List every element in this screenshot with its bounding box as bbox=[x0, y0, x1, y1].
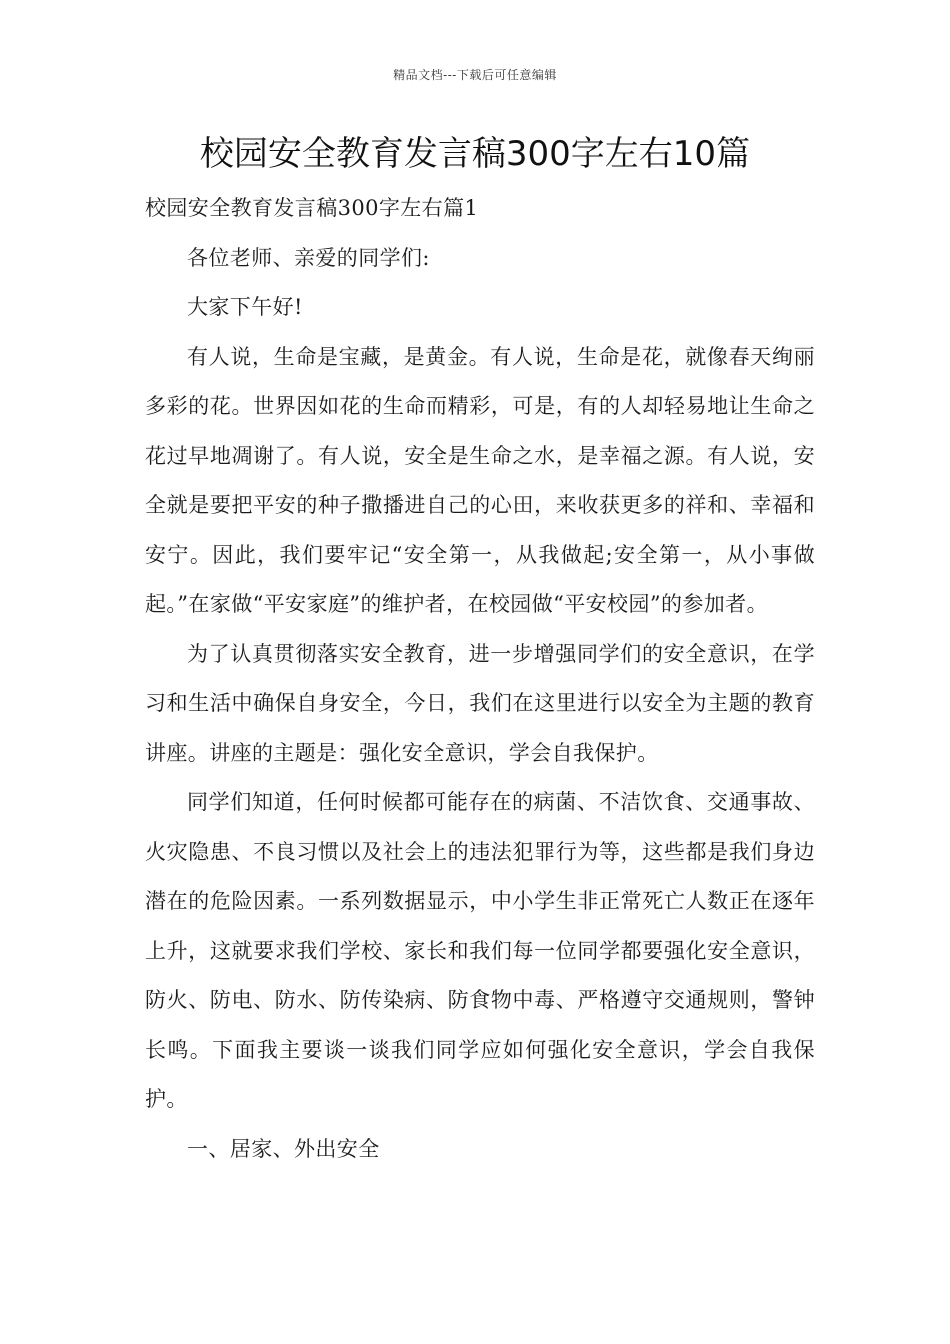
document-body bbox=[145, 184, 815, 1174]
section-heading-home-outdoor: 一、居家、外出安全 bbox=[187, 1136, 380, 1161]
paragraph-life-and-safety: 有人说，生命是宝藏，是黄金。有人说，生命是花，就像春天绚丽多彩的花。世界因如花的生命而精彩，可是，有的人却轻易地让生命之花过早地凋谢了。有人说，安全是生命之水，是幸福之源。有人说，安全就是要把平安的种子撒播进自己的心田，来收获更多的祥和、幸福和安宁。因此，我们要牢记“安全第一，从我做起;安全第一，从小事做起。”在家做“平安家庭”的维护者，在校园做“平安校园”的参加者。 bbox=[145, 344, 815, 616]
section-subtitle: 校园安全教育发言稿300字左右篇1 bbox=[145, 196, 479, 220]
document-title: 校园安全教育发言稿300字左右10篇 bbox=[199, 134, 751, 174]
page-header-note: 精品文档---下载后可任意编辑 bbox=[393, 68, 557, 82]
paragraph-salutation: 大家下午好! bbox=[187, 295, 303, 319]
paragraph-danger-factors: 同学们知道，任何时候都可能存在的病菌、不洁饮食、交通事故、火灾隐患、不良习惯以及社会上的违法犯罪行为等，这些都是我们身边潜在的危险因素。一系列数据显示，中小学生非正常死亡人数正在逐年上升，这就要求我们学校、家长和我们每一位同学都要强化安全意识，防火、防电、防水、防传染病、防食物中毒、严格遵守交通规则，警钟长鸣。下面我主要谈一谈我们同学应如何强化安全意识，学会自我保护。 bbox=[145, 790, 815, 1111]
paragraph-lecture-theme: 为了认真贯彻落实安全教育，进一步增强同学们的安全意识，在学习和生活中确保自身安全，今日，我们在这里进行以安全为主题的教育讲座。讲座的主题是：强化安全意识，学会自我保护。 bbox=[145, 641, 815, 765]
paragraph-greeting: 各位老师、亲爱的同学们: bbox=[187, 245, 430, 270]
